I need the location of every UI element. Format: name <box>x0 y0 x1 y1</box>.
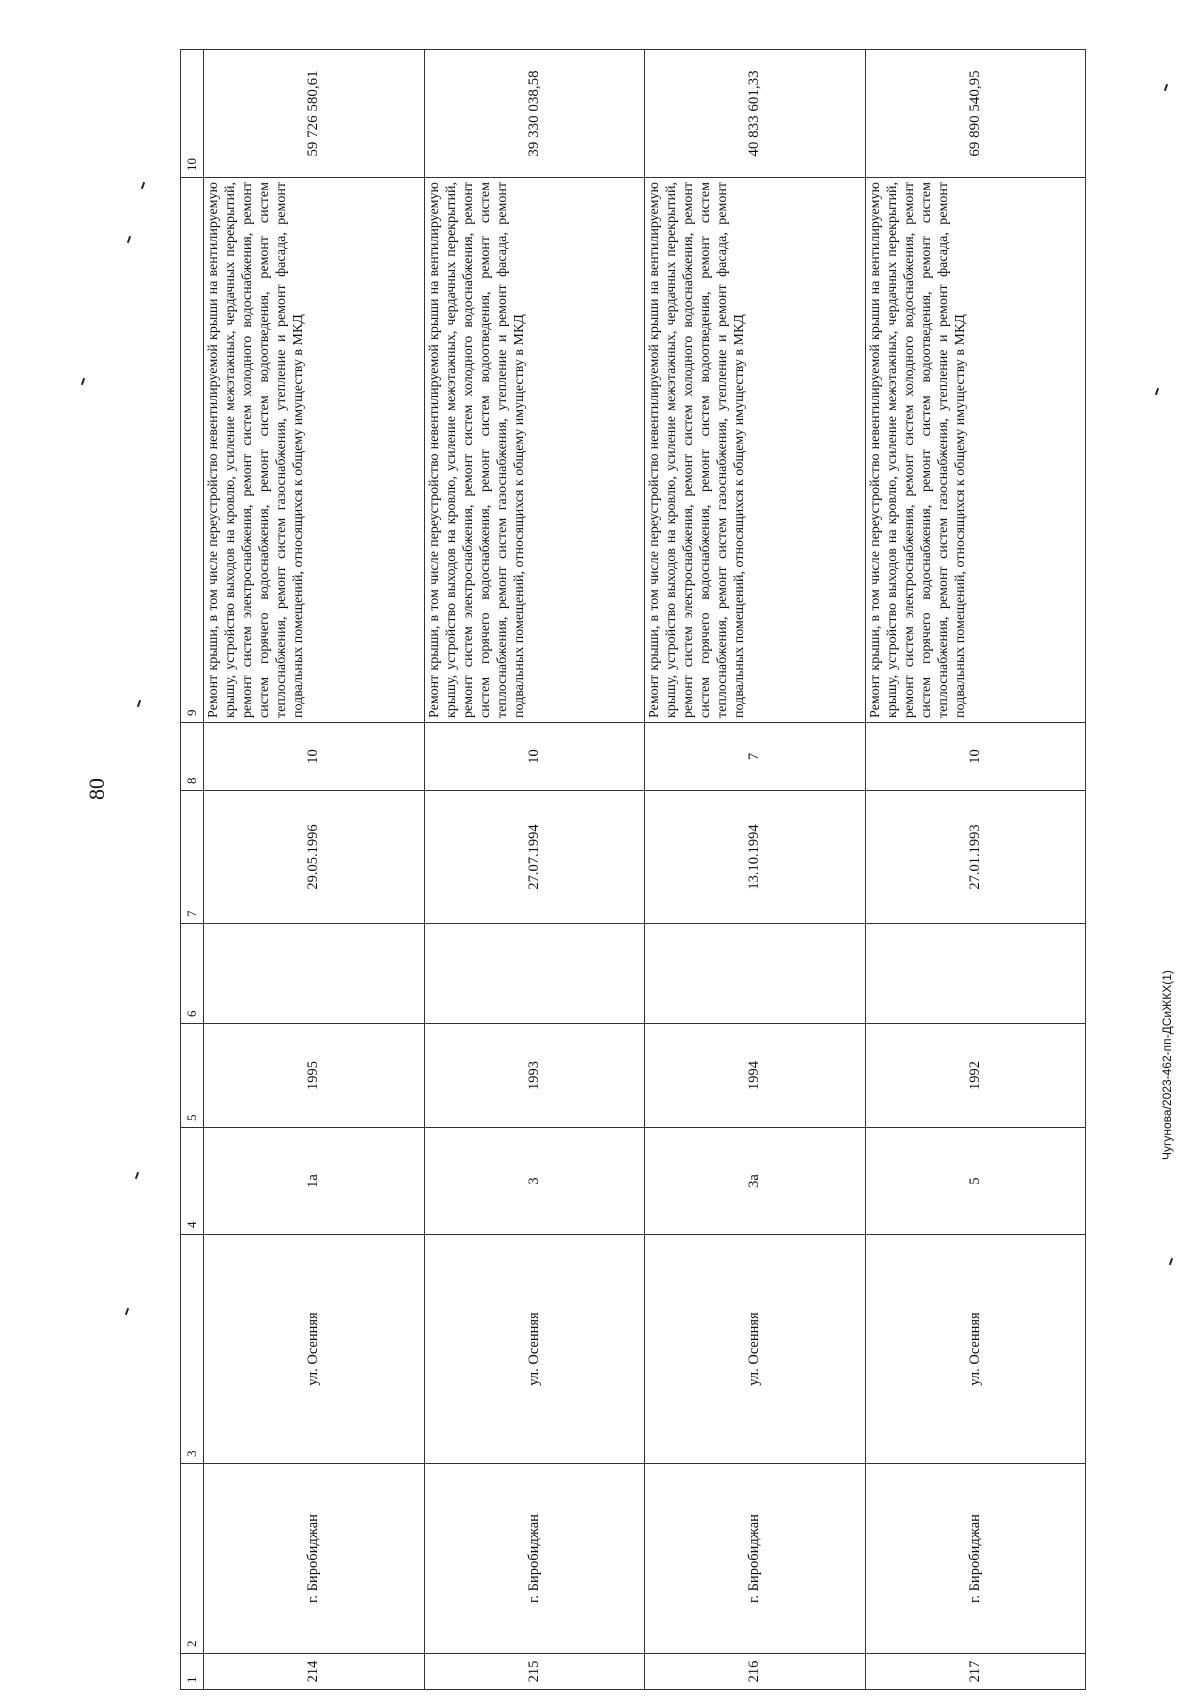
cost-cell: 69 890 540,95 <box>865 50 1086 178</box>
works-cell: Ремонт крыши, в том числе переустройство невентилируемой крыши на вентилируемую крышу, устройство выходов на кровлю, усиление межэтажных, чердачных перекрытий, ремонт систем электроснабжения, ремонт систем холодного водоснабжения, ремонт систем горячего водоснабжения, ремонт систем водоотведения, ремонт систем теплоснабжения, ремонт систем газоснабжения, утепление и ремонт фасада, ремонт подвальных помещений, относящихся к общему имуществу в МКД <box>645 178 866 723</box>
scan-speck <box>81 378 85 385</box>
street-cell: ул. Осенняя <box>424 1235 645 1464</box>
column-header: 3 <box>181 1235 204 1464</box>
column-header: 5 <box>181 1024 204 1128</box>
column-header: 7 <box>181 791 204 924</box>
empty-cell <box>865 924 1086 1024</box>
table-row <box>865 50 1086 1690</box>
column-header: 6 <box>181 924 204 1024</box>
empty-cell <box>645 924 866 1024</box>
street-cell: ул. Осенняя <box>645 1235 866 1464</box>
cost-cell: 39 330 038,58 <box>424 50 645 178</box>
scan-speck <box>125 1308 129 1315</box>
table-row <box>424 50 645 1690</box>
scan-speck <box>1155 388 1159 395</box>
cost-cell: 59 726 580,61 <box>204 50 425 178</box>
column-number-row <box>181 50 204 1690</box>
date-cell: 13.10.1994 <box>645 791 866 924</box>
scan-speck <box>137 700 141 707</box>
column-header: 1 <box>181 1654 204 1690</box>
row-number: 214 <box>204 1654 425 1690</box>
house-cell: 3 <box>424 1128 645 1235</box>
date-cell: 29.05.1996 <box>204 791 425 924</box>
floors-cell: 10 <box>865 723 1086 791</box>
house-cell: 5 <box>865 1128 1086 1235</box>
city-cell: г. Биробиджан <box>204 1464 425 1654</box>
row-number: 215 <box>424 1654 645 1690</box>
cost-cell: 40 833 601,33 <box>645 50 866 178</box>
scan-speck <box>1164 84 1168 91</box>
row-number: 216 <box>645 1654 866 1690</box>
scan-speck <box>141 182 145 189</box>
floors-cell: 7 <box>645 723 866 791</box>
empty-cell <box>424 924 645 1024</box>
year-built-cell: 1992 <box>865 1024 1086 1128</box>
city-cell: г. Биробиджан <box>645 1464 866 1654</box>
column-header: 2 <box>181 1464 204 1654</box>
document-code: Чугунова/2023-462-пп-ДСиЖКХ(1) <box>1160 970 1174 1160</box>
column-header: 8 <box>181 723 204 791</box>
works-cell: Ремонт крыши, в том числе переустройство невентилируемой крыши на вентилируемую крышу, устройство выходов на кровлю, усиление межэтажных, чердачных перекрытий, ремонт систем электроснабжения, ремонт систем холодного водоснабжения, ремонт систем горячего водоснабжения, ремонт систем водоотведения, ремонт систем теплоснабжения, ремонт систем газоснабжения, утепление и ремонт фасада, ремонт подвальных помещений, относящихся к общему имуществу в МКД <box>424 178 645 723</box>
empty-cell <box>204 924 425 1024</box>
works-cell: Ремонт крыши, в том числе переустройство невентилируемой крыши на вентилируемую крышу, устройство выходов на кровлю, усиление межэтажных, чердачных перекрытий, ремонт систем электроснабжения, ремонт систем холодного водоснабжения, ремонт систем горячего водоснабжения, ремонт систем водоотведения, ремонт систем теплоснабжения, ремонт систем газоснабжения, утепление и ремонт фасада, ремонт подвальных помещений, относящихся к общему имуществу в МКД <box>865 178 1086 723</box>
street-cell: ул. Осенняя <box>865 1235 1086 1464</box>
rotated-table-container <box>180 50 1086 1690</box>
date-cell: 27.07.1994 <box>424 791 645 924</box>
city-cell: г. Биробиджан <box>865 1464 1086 1654</box>
city-cell: г. Биробиджан <box>424 1464 645 1654</box>
date-cell: 27.01.1993 <box>865 791 1086 924</box>
repair-program-table <box>180 49 1086 1690</box>
year-built-cell: 1993 <box>424 1024 645 1128</box>
column-header: 10 <box>181 50 204 178</box>
house-cell: 3а <box>645 1128 866 1235</box>
column-header: 4 <box>181 1128 204 1235</box>
column-header: 9 <box>181 178 204 723</box>
street-cell: ул. Осенняя <box>204 1235 425 1464</box>
scan-speck <box>1169 1258 1173 1265</box>
house-cell: 1а <box>204 1128 425 1235</box>
year-built-cell: 1994 <box>645 1024 866 1128</box>
page-number: 80 <box>84 778 109 800</box>
floors-cell: 10 <box>204 723 425 791</box>
row-number: 217 <box>865 1654 1086 1690</box>
table-row <box>204 50 425 1690</box>
scan-speck <box>127 236 131 243</box>
works-cell: Ремонт крыши, в том числе переустройство невентилируемой крыши на вентилируемую крышу, устройство выходов на кровлю, усиление межэтажных, чердачных перекрытий, ремонт систем электроснабжения, ремонт систем холодного водоснабжения, ремонт систем горячего водоснабжения, ремонт систем водоотведения, ремонт систем теплоснабжения, ремонт систем газоснабжения, утепление и ремонт фасада, ремонт подвальных помещений, относящихся к общему имуществу в МКД <box>204 178 425 723</box>
table-row <box>645 50 866 1690</box>
year-built-cell: 1995 <box>204 1024 425 1128</box>
scan-speck <box>135 1172 139 1179</box>
floors-cell: 10 <box>424 723 645 791</box>
